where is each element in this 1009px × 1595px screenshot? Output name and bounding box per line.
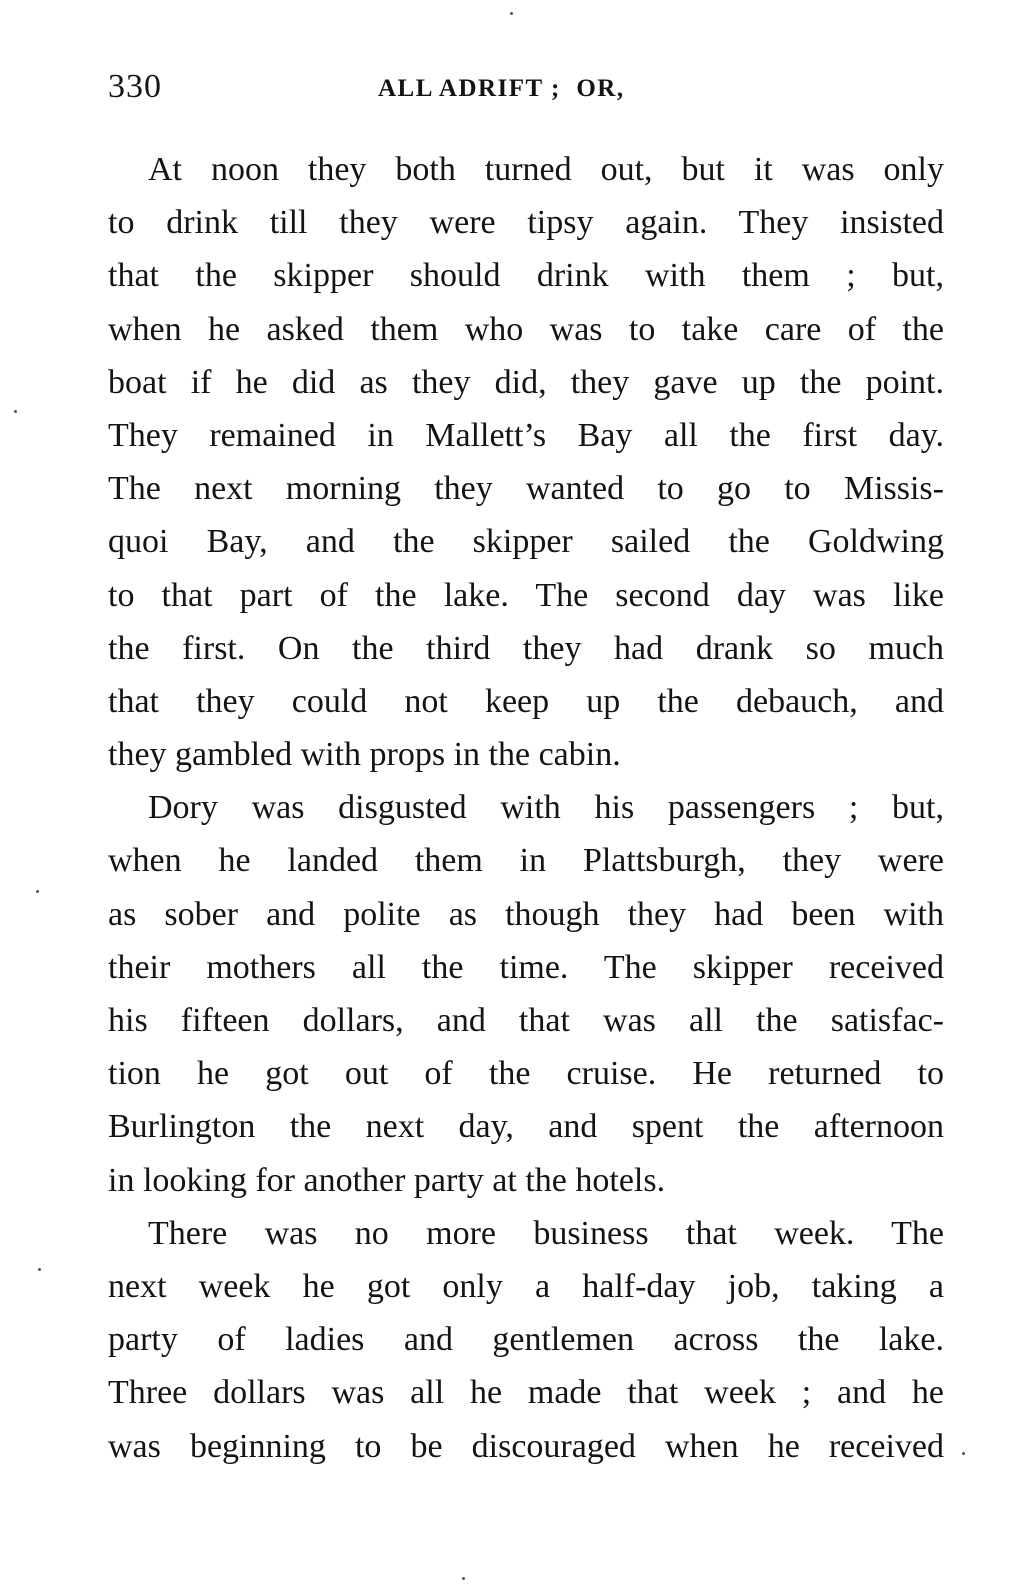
text-line: party of ladies and gentlemen across the lake. bbox=[108, 1321, 944, 1359]
text-line: his fifteen dollars, and that was all the satisfac- bbox=[108, 1002, 944, 1039]
text-line: their mothers all the time. The skipper received bbox=[108, 948, 944, 986]
text-line: that they could not keep up the debauch, and bbox=[108, 682, 944, 720]
print-speck bbox=[510, 12, 513, 15]
body-text bbox=[108, 143, 944, 1473]
text-line: Three dollars was all he made that week ; and he bbox=[108, 1374, 944, 1412]
text-line: that the skipper should drink with them ; but, bbox=[108, 257, 944, 295]
text-line: to drink till they were tipsy again. They insisted bbox=[108, 204, 944, 242]
print-speck bbox=[962, 1452, 965, 1455]
text-line: quoi Bay, and the skipper sailed the Goldwing bbox=[108, 523, 944, 561]
text-line: boat if he did as they did, they gave up the point. bbox=[108, 363, 944, 401]
text-line: The next morning they wanted to go to Missis- bbox=[108, 470, 944, 508]
paragraph-3 bbox=[108, 1207, 944, 1473]
print-speck bbox=[14, 410, 17, 413]
page-number: 330 bbox=[108, 68, 162, 105]
text-line: tion he got out of the cruise. He returned to bbox=[108, 1055, 944, 1093]
text-line: when he landed them in Plattsburgh, they were bbox=[108, 842, 944, 880]
text-line: next week he got only a half-day job, taking a bbox=[108, 1267, 944, 1305]
text-line: the first. On the third they had drank so much bbox=[108, 629, 944, 667]
text-line: when he asked them who was to take care of the bbox=[108, 310, 944, 348]
paragraph-1 bbox=[108, 143, 944, 781]
print-speck bbox=[38, 1268, 41, 1271]
text-line: was beginning to be discouraged when he received bbox=[108, 1427, 944, 1465]
print-speck bbox=[36, 890, 39, 893]
print-speck bbox=[462, 1577, 465, 1580]
text-line: to that part of the lake. The second day was like bbox=[108, 576, 944, 614]
running-title: ALL ADRIFT ; OR, bbox=[378, 75, 625, 102]
text-line: in looking for another party at the hotels. bbox=[108, 1161, 666, 1199]
text-line: Burlington the next day, and spent the afternoon bbox=[108, 1108, 944, 1146]
text-line: they gambled with props in the cabin. bbox=[108, 736, 621, 774]
text-line: as sober and polite as though they had been with bbox=[108, 895, 944, 933]
text-line: At noon they both turned out, but it was only bbox=[148, 151, 944, 188]
paragraph-2 bbox=[108, 781, 944, 1207]
text-line: There was no more business that week. The bbox=[148, 1214, 944, 1252]
text-line: They remained in Mallett’s Bay all the first day. bbox=[108, 416, 944, 454]
page-header bbox=[108, 62, 944, 112]
text-line: Dory was disgusted with his passengers ; but, bbox=[148, 789, 944, 827]
